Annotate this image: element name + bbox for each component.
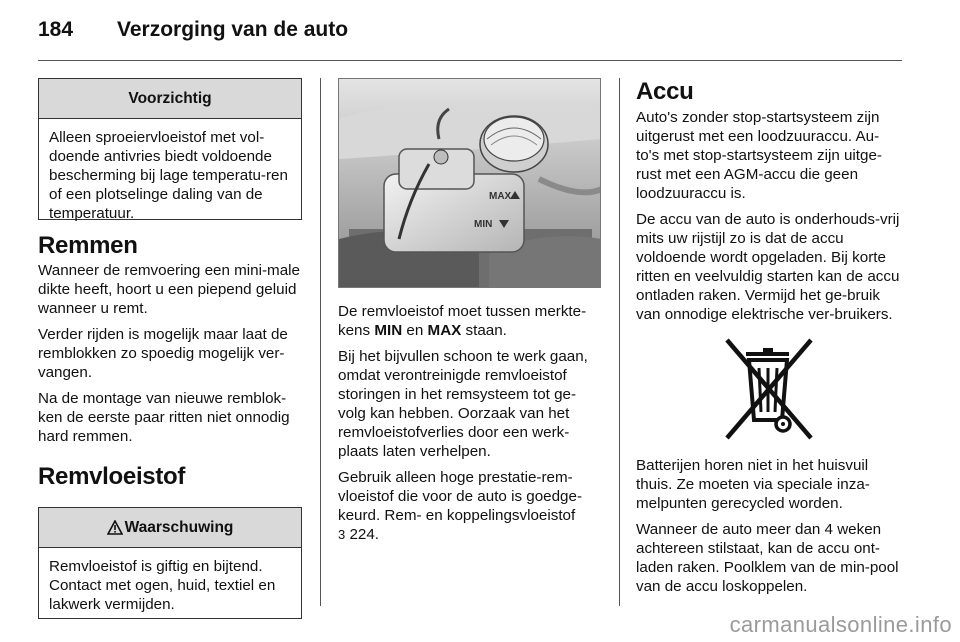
battery-paragraph: Wanneer de auto meer dan 4 weken achtereen stilstaat, kan de accu ont-laden raken. Poolklem van de min-pool van de accu loskoppelen. <box>636 521 899 595</box>
middle-column <box>338 78 602 551</box>
max-mark-label: MAX <box>489 191 512 202</box>
caption-paragraph: De remvloeistof moet tussen merkte-kens MIN en MAX staan. <box>338 303 587 339</box>
column-divider <box>320 78 321 606</box>
battery-paragraph: De accu van de auto is onderhouds-vrij mits uw rijstijl zo is dat de accu voldoende wordt opgeladen. Bij korte ritten en veelvuldig starten kan de accu ontladen raken. Vermijd het ge-bruik van onnodige elektrische ver-bruikers. <box>636 211 900 323</box>
page-title: Verzorging van de auto <box>117 18 349 41</box>
battery-paragraph: Batterijen horen niet in het huisvuil thuis. Ze moeten via speciale inza-melpunten gerecycled worden. <box>636 457 870 512</box>
page-ref: 224. <box>349 526 380 543</box>
brake-fluid-reservoir-photo <box>338 78 601 288</box>
brake-fluid-heading: Remvloeistof <box>38 463 186 490</box>
page-number: 184 <box>38 18 74 41</box>
max-label: MAX <box>427 322 462 339</box>
page-ref-icon: 3 <box>338 527 346 542</box>
watermark: carmanualsonline.info <box>729 612 952 637</box>
caution-heading: Voorzichtig <box>39 79 301 119</box>
right-column <box>636 78 902 603</box>
brakes-paragraph: Wanneer de remvoering een mini-male dikte heeft, hoort u een piepend geluid wanneer u remt. <box>38 262 300 317</box>
brakes-paragraph: Na de montage van nieuwe remblok-ken de eerste paar ritten niet onnodig hard remmen. <box>38 390 290 445</box>
caution-box <box>38 78 302 220</box>
crossed-bin-icon <box>719 336 819 442</box>
battery-heading: Accu <box>636 78 694 105</box>
warning-text: Remvloeistof is giftig en bijtend. Contact met ogen, huid, textiel en lakwerk vermijden. <box>49 558 276 613</box>
warning-triangle-icon <box>107 520 123 535</box>
approved-fluid-paragraph: Gebruik alleen hoge prestatie-rem-vloeistof die voor de auto is goedge-keurd. Rem- en koppelingsvloeistof 3 224. <box>338 469 583 543</box>
warning-box <box>38 507 302 619</box>
page-header <box>38 18 902 54</box>
battery-paragraph: Auto's zonder stop-startsysteem zijn uitgerust met een loodzuuraccu. Au-to's met stop-startsysteem zijn uitge-rust met een AGM-accu die geen loodzuuraccu is. <box>636 109 882 202</box>
warning-heading: Waarschuwing <box>124 518 234 536</box>
brakes-heading: Remmen <box>38 232 138 259</box>
refill-paragraph: Bij het bijvullen schoon te werk gaan, omdat verontreinigde remvloeistof storingen in het remsysteem tot ge-volg kan hebben. Oorzaak van het remvloeistofverlies door een werk-plaats laten verhelpen. <box>338 348 588 460</box>
min-label: MIN <box>374 322 403 339</box>
caution-text: Alleen sproeiervloeistof met vol-doende antivries biedt voldoende bescherming bij lage temperatu-ren of een plotselinge daling van de temperatuur. <box>49 129 288 222</box>
reservoir-illustration <box>339 79 601 288</box>
left-column <box>38 78 304 619</box>
column-divider <box>619 78 620 606</box>
warning-header <box>39 508 301 548</box>
header-rule <box>38 60 902 61</box>
brake-fluid-text <box>338 302 602 544</box>
brakes-paragraph: Verder rijden is mogelijk maar laat de remblokken zo spoedig mogelijk ver-vangen. <box>38 326 288 381</box>
min-mark-label: MIN <box>474 219 493 230</box>
